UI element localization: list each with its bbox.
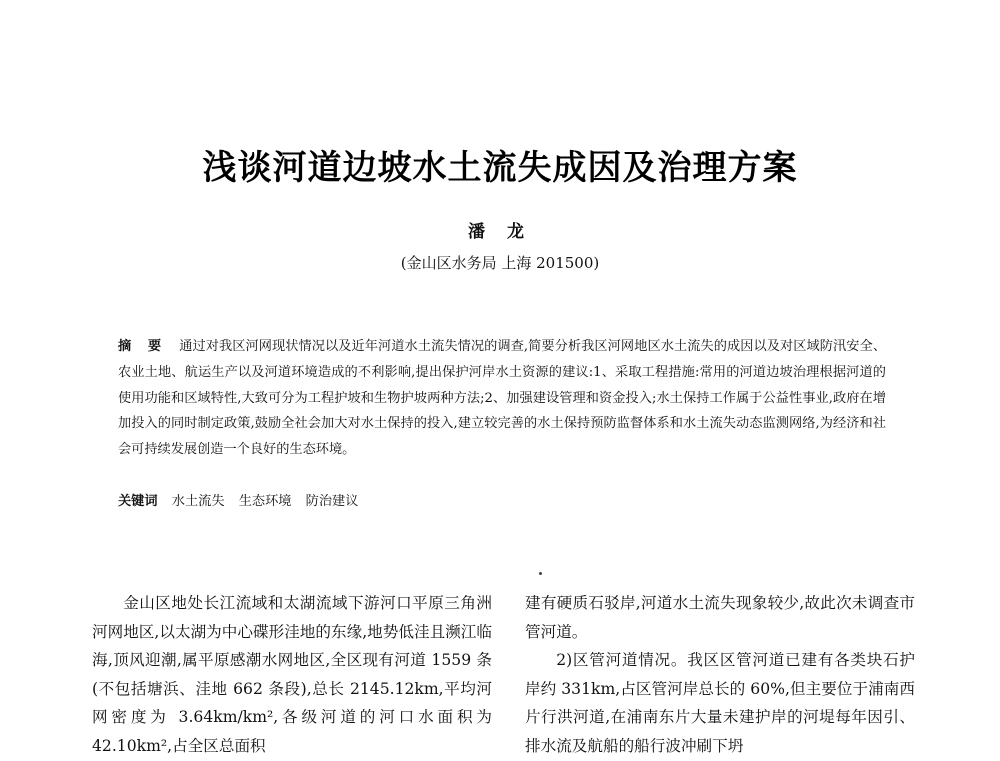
body-paragraph: 金山区地处长江流域和太湖流域下游河口平原三角洲河网地区,以太湖为中心碟形洼地的东缘,地势低洼且濒江临海,顶风迎潮,属平原感潮水网地区,全区现有河道 1559 条(不包括塘浜、洼地 662 条段),总长 2145.12km,平均河网密度为 3.64km/km²,各级河道的河口水面积为 42.10km²,占全区总面积 [92, 594, 492, 755]
scan-speck [539, 572, 542, 575]
author-affiliation: (金山区水务局 上海 201500) [400, 254, 600, 272]
abstract-label: 摘 要 [118, 339, 168, 354]
body-left-column [92, 589, 492, 761]
keyword-item: 水土流失 [171, 494, 225, 509]
keyword-item: 防治建议 [305, 494, 359, 509]
body-right-column [525, 589, 915, 761]
author-name: 潘 龙 [468, 222, 532, 242]
abstract-text: 通过对我区河网现状情况以及近年河道水土流失情况的调查,简要分析我区河网地区水土流失的成因以及对区域防汛安全、农业土地、航运生产以及河道环境造成的不利影响,提出保护河岸水土资源的建议:1、采取工程措施:常用的河道边坡治理根据河道的使用功能和区域特性,大致可分为工程护坡和生物护坡两种方法;2、加强建设管理和资金投入;水土保持工作属于公益性事业,政府在增加投入的同时制定政策,鼓励全社会加大对水土保持的投入,建立较完善的水土保持预防监督体系和水土流失动态监测网络,为经济和社会可持续发展创造一个良好的生态环境。 [118, 339, 887, 458]
keyword-item: 生态环境 [238, 494, 292, 509]
paper-title: 浅谈河道边坡水土流失成因及治理方案 [202, 148, 798, 188]
abstract [118, 334, 886, 463]
keywords-label: 关键词 [118, 494, 158, 509]
body-paragraph: 建有硬质石驳岸,河道水土流失现象较少,故此次未调查市管河道。 [525, 594, 915, 641]
keywords [118, 492, 886, 512]
body-paragraph: 2)区管河道情况。我区区管河道已建有各类块石护岸约 331km,占区管河岸总长的 60%,但主要位于浦南西片行洪河道,在浦南东片大量未建护岸的河堤每年因引、排水流及航船的船行波冲刷下坍 [525, 651, 915, 755]
